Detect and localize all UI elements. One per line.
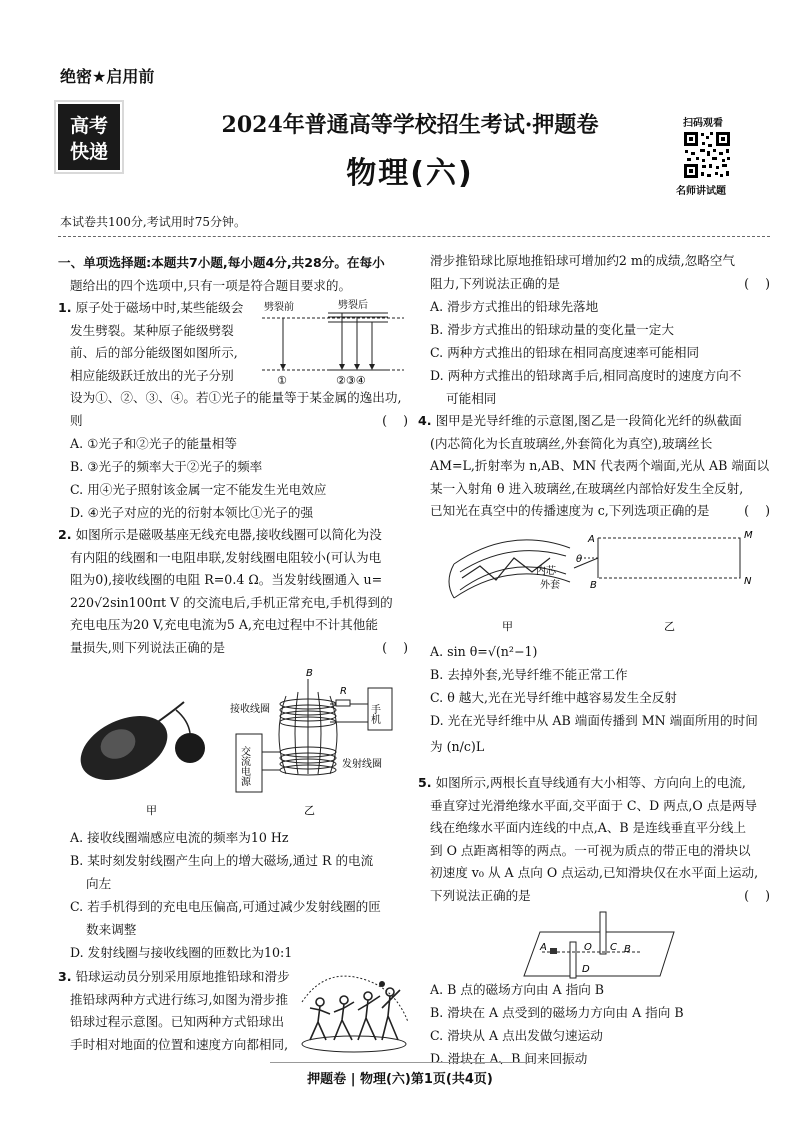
question-5 [418, 772, 770, 907]
question-text-line: 手时相对地面的位置和速度方向都相同, [70, 1036, 289, 1052]
question-text-line: 已知光在真空中的传播速度为 c,下列选项正确的是 [430, 503, 710, 518]
question-text-line: 滑步推铅球比原地推铅球可增加约2 m的成绩,忽略空气 [430, 253, 736, 268]
question-text-line: 相应能级跃迁放出的光子分别 [70, 367, 234, 383]
wire-plane-figure [520, 910, 680, 982]
question-text-line: 充电电压为20 V,充电电流为5 A,充电过程中不计其他能 [70, 617, 378, 632]
question-text-line: 图甲是光导纤维的示意图,图乙是一段简化光纤的纵截面 [435, 413, 742, 428]
question-text-line: 铅球运动员分别采用原地推铅球和滑步 [75, 969, 290, 984]
question-5-options [430, 978, 770, 1070]
label-o: O [584, 942, 592, 953]
question-text-line: 量损失,则下列说法正确的是 [70, 639, 226, 655]
question-3-cont [430, 250, 770, 410]
label-photons-234: ②③④ [336, 374, 366, 387]
question-text-line: 下列说法正确的是 [430, 887, 531, 903]
label-core: 内芯 [536, 566, 556, 577]
answer-blank[interactable]: ( ) [382, 412, 408, 428]
label-photon-1: ① [277, 374, 287, 387]
label-a: A [540, 942, 547, 953]
option-a[interactable]: A. 滑步方式推出的铅球先落地 [430, 299, 599, 314]
label-theta: θ [576, 554, 583, 565]
wire-c [600, 912, 606, 954]
question-text-line: 推铅球两种方式进行练习,如图为滑步推 [70, 991, 289, 1007]
label-a: A [588, 534, 595, 545]
option-d-cont: 为 (n/c)L [430, 739, 485, 754]
option-b[interactable]: B. 滑步方式推出的铅球动量的变化量一定大 [430, 322, 674, 337]
arrowhead [369, 364, 375, 370]
question-number: 5. [418, 775, 432, 790]
insulating-plane [524, 932, 674, 976]
option-b-cont: 向左 [70, 876, 112, 891]
option-d[interactable]: D. ④光子对应的光的衍射本领比①光子的强 [70, 505, 314, 520]
question-text-line: 阻力,下列说法正确的是 [430, 275, 560, 291]
field-line [318, 692, 321, 774]
option-a[interactable]: A. sin θ=√(n²−1) [430, 644, 538, 659]
arrowhead [280, 364, 286, 370]
coil-circuit-diagram [230, 668, 392, 792]
option-a[interactable]: A. B 点的磁场方向由 A 指向 B [430, 982, 605, 997]
option-c[interactable]: C. 两种方式推出的铅球在相同高度速率可能相同 [430, 345, 700, 360]
logo-line-1: 高考 [69, 115, 108, 137]
label-b: B [590, 580, 597, 591]
wire-d [570, 942, 576, 978]
option-b[interactable]: B. 某时刻发射线圈产生向上的增大磁场,通过 R 的电流 [70, 853, 374, 868]
question-text-line: 初速度 v₀ 从 A 点向 O 点运动,已知滑块仅在水平面上运动, [430, 865, 759, 880]
label-n: N [744, 576, 752, 587]
charger-photo [72, 702, 205, 793]
throwing-circle [302, 1036, 406, 1052]
question-4 [418, 410, 770, 523]
logo-line-2: 快递 [69, 141, 108, 163]
question-text-line: (内芯简化为长直玻璃丝,外套简化为真空),玻璃丝长 [430, 435, 713, 451]
question-2-options [58, 826, 408, 964]
option-c[interactable]: C. 若手机得到的充电电压偏高,可通过减少发射线圈的匝 [70, 899, 381, 914]
question-number: 1. [58, 300, 72, 315]
qr-caption-bottom: 名师讲试题 [676, 186, 726, 197]
question-text-line: 到 O 点距离相等的两点。一可视为质点的带正电的滑块以 [430, 842, 751, 858]
exam-title: 2024年普通高等学校招生考试·押题卷 [221, 112, 599, 138]
shot-ball [379, 981, 385, 987]
section-title-2: 题给出的四个选项中,只有一项是符合题目要求的。 [70, 277, 352, 293]
brand-logo [58, 104, 120, 170]
answer-blank[interactable]: ( ) [744, 503, 770, 518]
wireless-charger-figure [72, 664, 408, 824]
label-m: M [744, 530, 753, 541]
optical-fiber-figure [440, 528, 770, 636]
resistor [336, 700, 350, 706]
question-2 [58, 524, 408, 659]
option-a[interactable]: A. 接收线圈端感应电流的频率为10 Hz [70, 830, 289, 845]
question-text-line: 如图所示,两根长直导线通有大小相等、方向向上的电流, [435, 775, 746, 790]
option-d[interactable]: D. 滑块在 A、B 间来回振动 [430, 1051, 588, 1066]
exam-info: 本试卷共100分,考试用时75分钟。 [60, 215, 246, 229]
label-b: B [624, 944, 631, 955]
label-before-split: 劈裂前 [264, 302, 294, 313]
question-text-line: 如图所示是磁吸基座无线充电器,接收线圈可以简化为没 [75, 527, 382, 542]
question-text-line: 线在绝缘水平面内连线的中点,A、B 是连线垂直平分线上 [430, 820, 747, 835]
caption-yi: 乙 [304, 804, 315, 817]
option-b[interactable]: B. 去掉外套,光导纤维不能正常工作 [430, 667, 628, 682]
question-number: 4. [418, 413, 432, 428]
question-text-line: 有内阻的线圈和一电阻串联,发射线圈电阻较小(可认为电 [70, 549, 382, 565]
option-c[interactable]: C. θ 越大,光在光导纤维中越容易发生全反射 [430, 690, 677, 705]
question-text-line: 前、后的部分能级图如图所示, [70, 345, 238, 360]
label-ac-source: 交流电源 [238, 746, 250, 786]
question-text-line: AM=L,折射率为 n,AB、MN 代表两个端面,光从 AB 端面以 [430, 458, 770, 473]
label-phone: 手机 [368, 704, 380, 724]
question-text-line: 原子处于磁场中时,某些能级会 [75, 300, 244, 315]
option-c-cont: 数来调整 [70, 922, 137, 937]
answer-blank[interactable]: ( ) [382, 639, 408, 655]
question-number: 2. [58, 527, 72, 542]
athlete-figures [310, 988, 400, 1040]
option-d-cont: 可能相同 [430, 391, 497, 406]
option-d[interactable]: D. 光在光导纤维中从 AB 端面传播到 MN 端面所用的时间 [430, 713, 758, 728]
question-4-options [430, 640, 770, 762]
fiber-section-diagram [574, 538, 740, 578]
caption-jia: 甲 [502, 620, 513, 633]
label-transmitting-coil: 发射线圈 [342, 759, 382, 770]
option-d[interactable]: D. 发射线圈与接收线圈的匝数比为10:1 [70, 945, 293, 960]
section-title: 一、单项选择题:本题共7小题,每小题4分,共28分。在每小 [58, 255, 385, 270]
question-text-line: 220√2sin100πt V 的交流电后,手机正常充电,手机得到的 [70, 594, 393, 610]
option-b[interactable]: B. ③光子的频率大于②光子的频率 [70, 459, 263, 474]
label-c: C [610, 942, 617, 953]
section-heading [58, 252, 408, 297]
confidential-label: 绝密★启用前 [60, 67, 155, 86]
question-text-line: 垂直穿过光滑绝缘水平面,交平面于 C、D 两点,O 点是两导 [430, 797, 758, 813]
arrowhead [354, 364, 360, 370]
option-d[interactable]: D. 两种方式推出的铅球离手后,相同高度时的速度方向不 [430, 368, 742, 383]
footer-divider [270, 1062, 530, 1063]
question-text-line: 则 [70, 412, 83, 428]
question-text-line: 设为①、②、③、④。若①光子的能量等于某金属的逸出功, [70, 390, 402, 405]
question-text-line: 发生劈裂。某种原子能级劈裂 [70, 322, 234, 338]
label-receiving-coil: 接收线圈 [230, 704, 270, 715]
answer-blank[interactable]: ( ) [744, 887, 770, 903]
arrowhead [339, 364, 345, 370]
question-text-line: 铅球过程示意图。已知两种方式铅球出 [70, 1014, 285, 1029]
subject-title: 物理(六) [346, 156, 474, 191]
page-footer [0, 1068, 800, 1087]
label-after-split: 劈裂后 [338, 300, 368, 311]
label-b-field: B [306, 668, 313, 679]
label-cladding: 外套 [540, 580, 560, 591]
slider-block [550, 948, 557, 954]
option-a[interactable]: A. ①光子和②光子的能量相等 [70, 436, 237, 451]
option-b[interactable]: B. 滑块在 A 点受到的磁场力方向由 A 指向 B [430, 1005, 684, 1020]
energy-level-diagram [258, 298, 408, 388]
qr-caption-top: 扫码观看 [683, 118, 723, 129]
question-number: 3. [58, 969, 72, 984]
question-text-line: 阻为0),接收线圈的电阻 R=0.4 Ω。当发射线圈通入 u= [70, 572, 383, 587]
label-resistor: R [340, 686, 347, 697]
option-c[interactable]: C. 用④光子照射该金属一定不能发生光电效应 [70, 482, 327, 497]
caption-jia: 甲 [146, 804, 157, 817]
option-c[interactable]: C. 滑块从 A 点出发做匀速运动 [430, 1028, 603, 1043]
shot-put-figure [296, 962, 412, 1056]
field-line [295, 692, 298, 774]
qr-code-icon[interactable] [682, 130, 732, 180]
question-text-line: 某一入射角 θ 进入玻璃丝,在玻璃丝内部恰好发生全反射, [430, 480, 744, 496]
answer-blank[interactable]: ( ) [744, 275, 770, 291]
label-d: D [582, 964, 590, 975]
footer-page-text: 物理(六)第1页(共4页) [359, 1072, 493, 1087]
footer-separator: | [350, 1072, 360, 1087]
footer-tag: 押题卷 [307, 1072, 347, 1087]
header-divider [58, 236, 770, 237]
question-3 [58, 966, 308, 1056]
caption-yi: 乙 [664, 620, 675, 633]
